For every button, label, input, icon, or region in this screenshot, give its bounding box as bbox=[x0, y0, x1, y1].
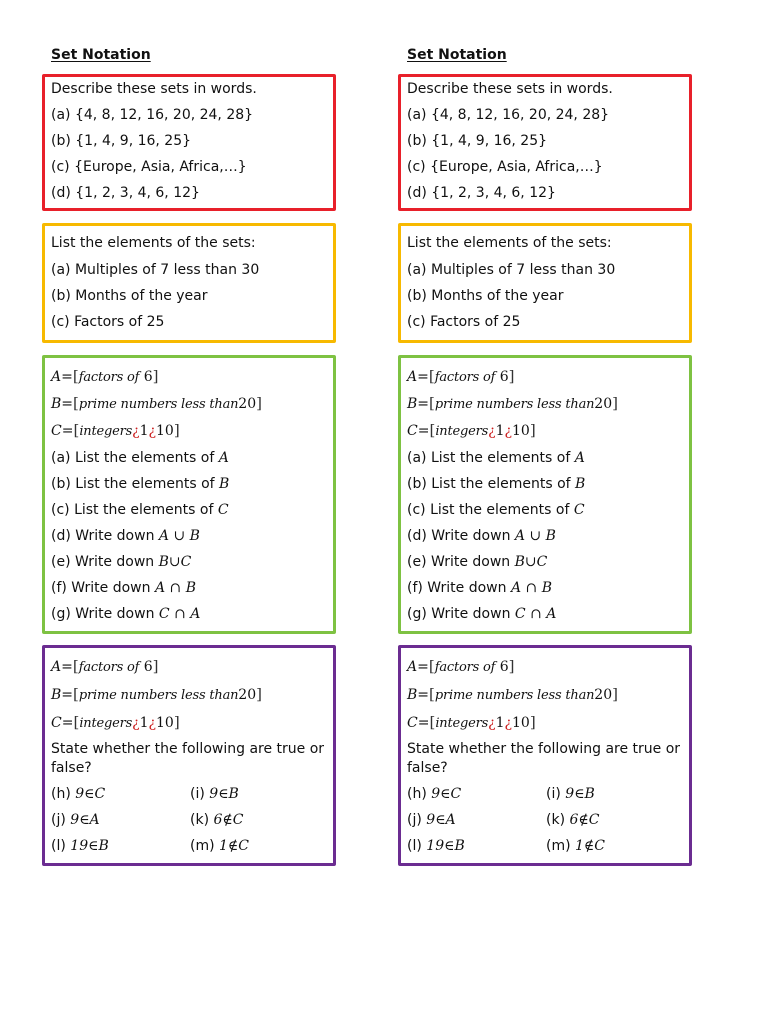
statement-l: (l) 19∈B bbox=[51, 838, 109, 854]
set-c-definition: C=[integers¿1¿10] bbox=[407, 421, 536, 439]
describe-item-b: (b) {1, 4, 9, 16, 25} bbox=[51, 133, 192, 149]
list-elements-box bbox=[398, 223, 692, 343]
describe-item-a: (a) {4, 8, 12, 16, 20, 24, 28} bbox=[407, 107, 610, 123]
set-b-definition: B=[prime numbers less than20] bbox=[51, 685, 262, 703]
statement-k: (k) 6∉C bbox=[546, 812, 600, 828]
set-a-definition: A=[factors of 6] bbox=[51, 367, 159, 385]
operation-item-b: (b) List the elements of B bbox=[407, 476, 586, 492]
describe-intro: Describe these sets in words. bbox=[51, 81, 257, 97]
operation-item-f: (f) Write down A ∩ B bbox=[51, 580, 196, 596]
describe-sets-box bbox=[42, 74, 336, 211]
list-item-a: (a) Multiples of 7 less than 30 bbox=[407, 262, 616, 278]
list-item-a: (a) Multiples of 7 less than 30 bbox=[51, 262, 260, 278]
operation-item-g: (g) Write down C ∩ A bbox=[51, 606, 201, 622]
true-false-prompt: State whether the following are true or false? bbox=[51, 741, 325, 776]
true-false-box bbox=[42, 645, 336, 866]
statement-m: (m) 1∉C bbox=[546, 838, 605, 854]
set-c-definition: C=[integers¿1¿10] bbox=[51, 421, 180, 439]
operation-item-f: (f) Write down A ∩ B bbox=[407, 580, 552, 596]
set-operations-box bbox=[398, 355, 692, 634]
set-b-definition: B=[prime numbers less than20] bbox=[51, 394, 262, 412]
set-b-definition: B=[prime numbers less than20] bbox=[407, 394, 618, 412]
operation-item-e: (e) Write down B∪C bbox=[407, 554, 548, 570]
describe-item-b: (b) {1, 4, 9, 16, 25} bbox=[407, 133, 548, 149]
set-a-definition: A=[factors of 6] bbox=[51, 657, 159, 675]
set-c-definition: C=[integers¿1¿10] bbox=[51, 713, 180, 731]
statement-l: (l) 19∈B bbox=[407, 838, 465, 854]
statement-j: (j) 9∈A bbox=[407, 812, 456, 828]
operation-item-a: (a) List the elements of A bbox=[407, 450, 585, 466]
set-c-definition: C=[integers¿1¿10] bbox=[407, 713, 536, 731]
set-a-definition: A=[factors of 6] bbox=[407, 657, 515, 675]
describe-sets-box bbox=[398, 74, 692, 211]
statement-i: (i) 9∈B bbox=[190, 786, 239, 802]
set-a-definition: A=[factors of 6] bbox=[407, 367, 515, 385]
true-false-box bbox=[398, 645, 692, 866]
statement-h: (h) 9∈C bbox=[51, 786, 106, 802]
list-item-c: (c) Factors of 25 bbox=[407, 314, 521, 330]
set-b-definition: B=[prime numbers less than20] bbox=[407, 685, 618, 703]
list-elements-box bbox=[42, 223, 336, 343]
describe-item-d: (d) {1, 2, 3, 4, 6, 12} bbox=[51, 185, 200, 201]
list-intro: List the elements of the sets: bbox=[407, 235, 612, 251]
describe-item-c: (c) {Europe, Asia, Africa,…} bbox=[407, 159, 603, 175]
operation-item-b: (b) List the elements of B bbox=[51, 476, 230, 492]
operation-item-e: (e) Write down B∪C bbox=[51, 554, 192, 570]
describe-item-c: (c) {Europe, Asia, Africa,…} bbox=[51, 159, 247, 175]
describe-item-a: (a) {4, 8, 12, 16, 20, 24, 28} bbox=[51, 107, 254, 123]
list-item-c: (c) Factors of 25 bbox=[51, 314, 165, 330]
operation-item-c: (c) List the elements of C bbox=[51, 502, 229, 518]
worksheet-title: Set Notation bbox=[51, 47, 151, 63]
describe-intro: Describe these sets in words. bbox=[407, 81, 613, 97]
operation-item-d: (d) Write down A ∪ B bbox=[407, 528, 556, 544]
statement-h: (h) 9∈C bbox=[407, 786, 462, 802]
list-item-b: (b) Months of the year bbox=[407, 288, 564, 304]
list-item-b: (b) Months of the year bbox=[51, 288, 208, 304]
worksheet-title: Set Notation bbox=[407, 47, 507, 63]
operation-item-a: (a) List the elements of A bbox=[51, 450, 229, 466]
operation-item-d: (d) Write down A ∪ B bbox=[51, 528, 200, 544]
statement-m: (m) 1∉C bbox=[190, 838, 249, 854]
statement-j: (j) 9∈A bbox=[51, 812, 100, 828]
set-operations-box bbox=[42, 355, 336, 634]
list-intro: List the elements of the sets: bbox=[51, 235, 256, 251]
statement-k: (k) 6∉C bbox=[190, 812, 244, 828]
operation-item-c: (c) List the elements of C bbox=[407, 502, 585, 518]
true-false-prompt: State whether the following are true or false? bbox=[407, 741, 681, 776]
describe-item-d: (d) {1, 2, 3, 4, 6, 12} bbox=[407, 185, 556, 201]
operation-item-g: (g) Write down C ∩ A bbox=[407, 606, 557, 622]
statement-i: (i) 9∈B bbox=[546, 786, 595, 802]
